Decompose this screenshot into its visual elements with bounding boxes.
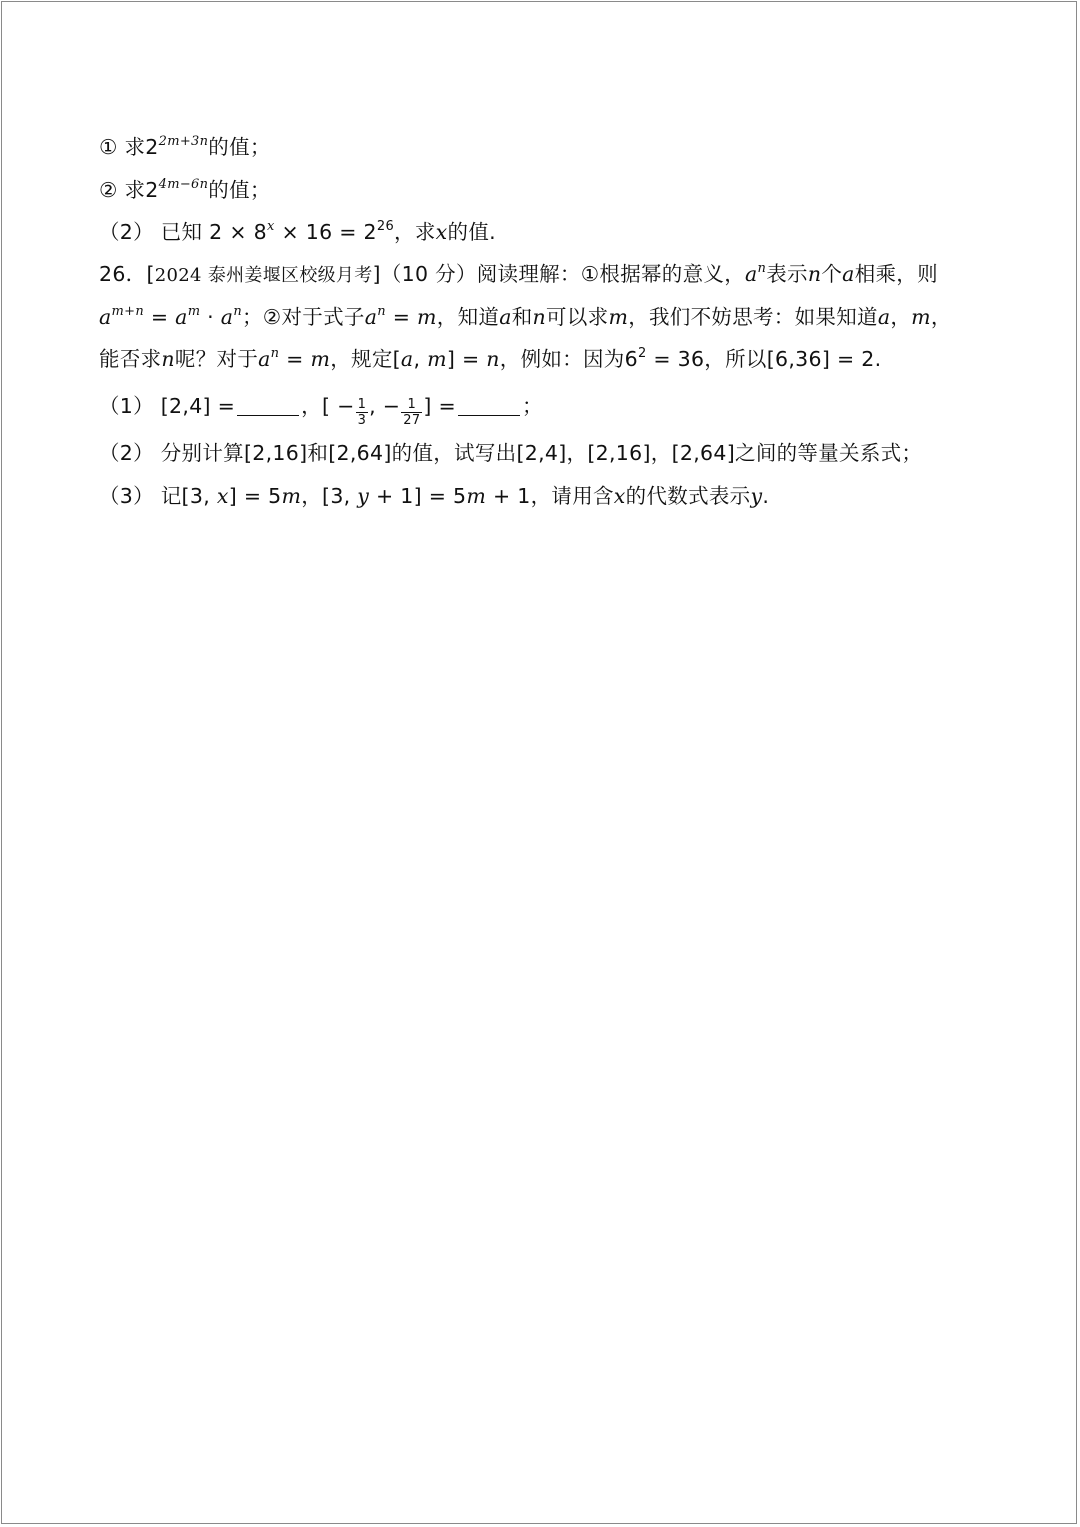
variable: x — [216, 484, 229, 508]
sub-question-text: 的代数式表示 — [625, 484, 751, 508]
question-26-line-2 — [99, 303, 952, 331]
exponent: x — [266, 219, 275, 234]
exponent: 2 — [637, 346, 647, 361]
variable: m — [417, 305, 437, 329]
question-26-line-3: 能否求n呢？对于$a^n = m$，规定[a, m] = n，例如：因为$6^2 = 36$，所以[6,36] = 2. — [99, 346, 882, 371]
document-page — [1, 1, 1077, 1524]
question-text: 个 — [821, 262, 843, 286]
question-item-1 — [99, 133, 271, 161]
item-text: 的值； — [208, 178, 271, 202]
question-text: = — [144, 305, 176, 329]
question-part-2 — [99, 218, 496, 246]
sub-question-text: （1） [2,4] = — [99, 394, 236, 418]
item-text: ② 求2 — [99, 178, 159, 202]
part-text: × 16 = 2 — [274, 220, 377, 244]
variable: m — [466, 484, 487, 508]
variable: a — [175, 305, 188, 329]
variable: a — [842, 262, 855, 286]
numerator: 1 — [401, 397, 422, 413]
answer-blank-2[interactable] — [458, 395, 520, 416]
sub-question-text: ，[ − — [301, 394, 355, 418]
question-text: 呢？对于 — [174, 347, 259, 371]
part-text: （2） 已知 2 × 8 — [99, 220, 267, 244]
variable: a — [400, 347, 414, 371]
question-text: ，规定[ — [330, 347, 401, 371]
exponent: m — [187, 304, 201, 319]
exponent: 26 — [376, 219, 395, 234]
question-text: ， — [930, 305, 952, 329]
denominator: 3 — [357, 413, 367, 428]
variable: a — [364, 305, 378, 329]
sub-question-1 — [99, 392, 543, 428]
exponent: n — [757, 261, 767, 276]
denominator: 27 — [403, 413, 421, 428]
question-text: ，例如：因为6 — [499, 347, 638, 371]
sub-question-text: （3） 记[3, — [99, 484, 217, 508]
variable: y — [357, 484, 370, 508]
numerator: 1 — [357, 397, 367, 412]
exponent: m+n — [111, 304, 145, 319]
question-text: 和 — [511, 305, 533, 329]
exponent: n — [270, 346, 280, 361]
part-text: 的值. — [447, 220, 496, 244]
exponent: 2m+3n — [158, 134, 209, 149]
question-text: ] = — [446, 347, 487, 371]
fraction — [356, 397, 369, 428]
item-text: ① 求2 — [99, 135, 159, 159]
sub-question-text: + 1，请用含 — [486, 484, 614, 508]
question-source: 2024 泰州姜堰区校级月考 — [154, 265, 373, 286]
sub-question-text: , − — [369, 394, 401, 418]
question-text: ， — [890, 305, 912, 329]
variable: m — [608, 305, 629, 329]
question-text: ，知道 — [436, 305, 500, 329]
question-text: 能否求 — [99, 347, 162, 371]
question-text: 表示 — [766, 262, 808, 286]
question-text: · — [200, 305, 221, 329]
item-text: 的值； — [208, 135, 271, 159]
variable: y — [750, 484, 763, 508]
question-text: = — [279, 347, 311, 371]
exponent: n — [233, 304, 242, 319]
sub-question-2 — [99, 439, 922, 467]
exponent: n — [377, 304, 386, 319]
variable: a — [258, 347, 271, 371]
variable: m — [310, 347, 331, 371]
sub-question-text: （2） 分别计算[2,16]和[2,64]的值，试写出[2,4]，[2,16]，[2,64]之间的等量关系式； — [99, 441, 923, 465]
question-item-2 — [99, 176, 271, 204]
variable: n — [486, 347, 500, 371]
variable: a — [877, 305, 891, 329]
sub-question-text: + 1] = 5 — [369, 484, 467, 508]
part-text: ，求 — [394, 220, 436, 244]
variable: a — [99, 305, 112, 329]
sub-question-text: ，[3, — [301, 484, 358, 508]
answer-blank-1[interactable] — [237, 395, 299, 416]
sub-question-text: . — [762, 484, 770, 508]
variable: a — [220, 305, 234, 329]
question-number: 26．[ — [99, 262, 155, 286]
sub-question-text: ] = 5 — [228, 484, 282, 508]
variable: n — [807, 262, 822, 286]
variable: n — [532, 305, 547, 329]
variable: x — [613, 484, 626, 508]
fraction — [401, 397, 422, 428]
question-text: = — [385, 305, 418, 329]
variable: m — [911, 305, 931, 329]
question-26-line-1 — [99, 260, 938, 290]
question-text: ，我们不妨思考：如果知道 — [628, 305, 878, 329]
variable: n — [161, 347, 175, 371]
sub-question-text: ； — [522, 394, 543, 418]
variable: x — [435, 220, 448, 244]
question-text: = 36，所以[6,36] = 2. — [646, 347, 882, 371]
question-text: ；②对于式子 — [242, 305, 365, 329]
variable: m — [427, 347, 447, 371]
question-text: 可以求 — [546, 305, 609, 329]
variable: m — [281, 484, 302, 508]
variable: a — [499, 305, 512, 329]
sub-question-3 — [99, 482, 769, 510]
variable: a — [745, 262, 758, 286]
exponent: 4m−6n — [158, 177, 209, 192]
question-text: ]（10 分）阅读理解：①根据幂的意义， — [372, 262, 746, 286]
question-text: 相乘，则 — [854, 262, 938, 286]
sub-question-text: ] = — [423, 394, 457, 418]
